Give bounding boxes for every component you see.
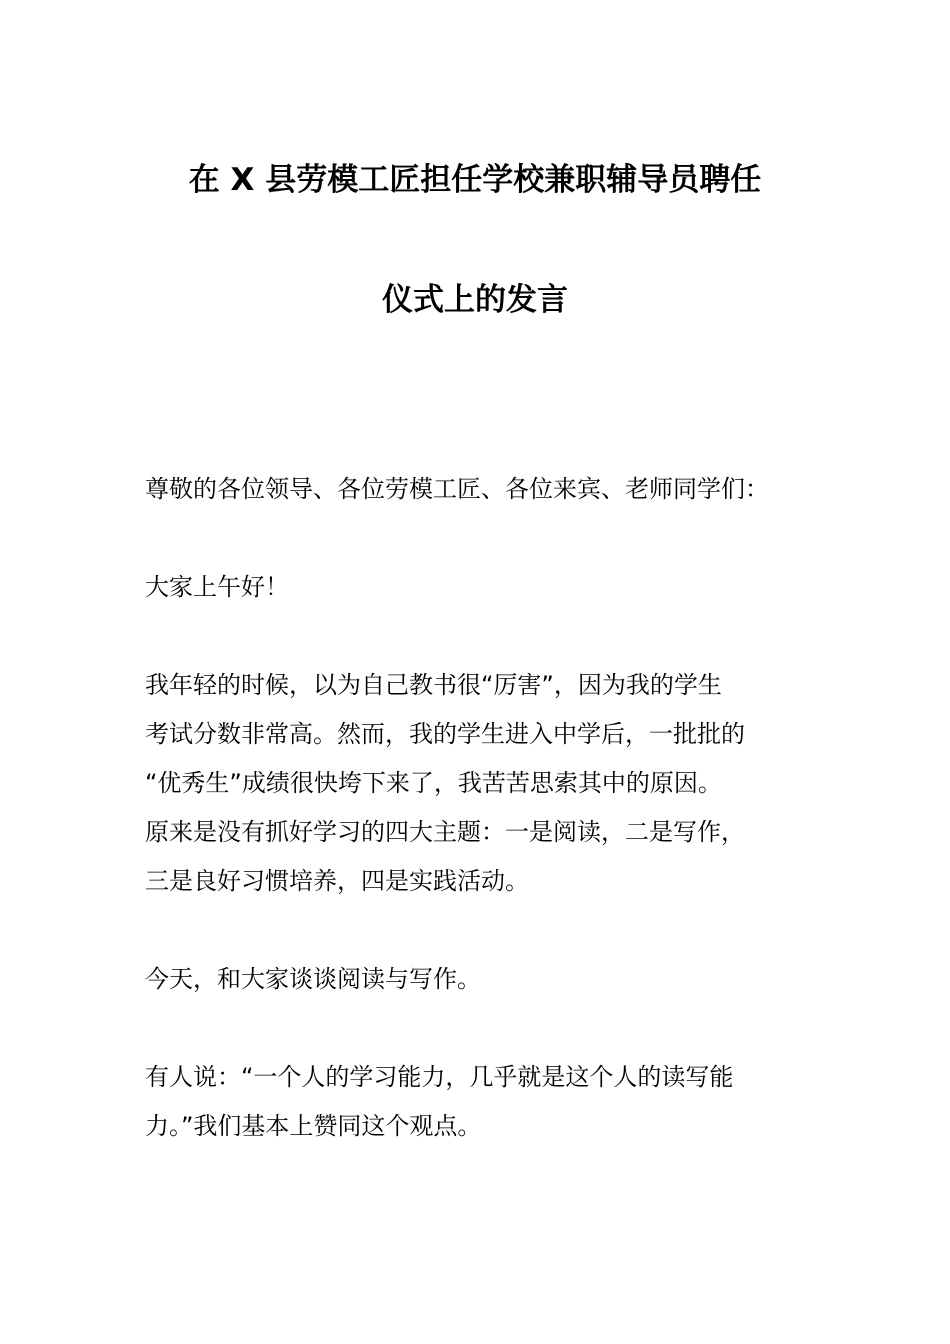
- document-title-line-2: 仪式上的发言: [382, 282, 568, 318]
- paragraph-line: 今天，和大家谈谈阅读与写作。: [145, 965, 481, 993]
- paragraph-line: 三是良好习惯培养，四是实践活动。: [145, 867, 529, 895]
- today-paragraph: [145, 955, 807, 1004]
- quote-paragraph: [145, 1053, 807, 1151]
- paragraph-line: 有人说：“一个人的学习能力，几乎就是这个人的读写能: [145, 1063, 734, 1091]
- paragraph-line: 尊敬的各位领导、各位劳模工匠、各位来宾、老师同学们：: [145, 475, 769, 503]
- hello-paragraph: [145, 563, 807, 612]
- paragraph-line: “优秀生”成绩很快垮下来了，我苦苦思索其中的原因。: [145, 769, 722, 797]
- paragraph-line: 原来是没有抓好学习的四大主题：一是阅读，二是写作，: [145, 818, 745, 846]
- paragraph-line: 大家上午好！: [145, 573, 289, 601]
- greeting-paragraph: [145, 465, 807, 514]
- main-paragraph: [145, 661, 807, 906]
- paragraph-line: 我年轻的时候，以为自己教书很“厉害”，因为我的学生: [145, 671, 722, 699]
- paragraph-line: 考试分数非常高。然而，我的学生进入中学后，一批批的: [145, 720, 745, 748]
- document-title-line-1: 在 X 县劳模工匠担任学校兼职辅导员聘任: [188, 162, 762, 198]
- paragraph-line: 力。”我们基本上赞同这个观点。: [145, 1112, 482, 1140]
